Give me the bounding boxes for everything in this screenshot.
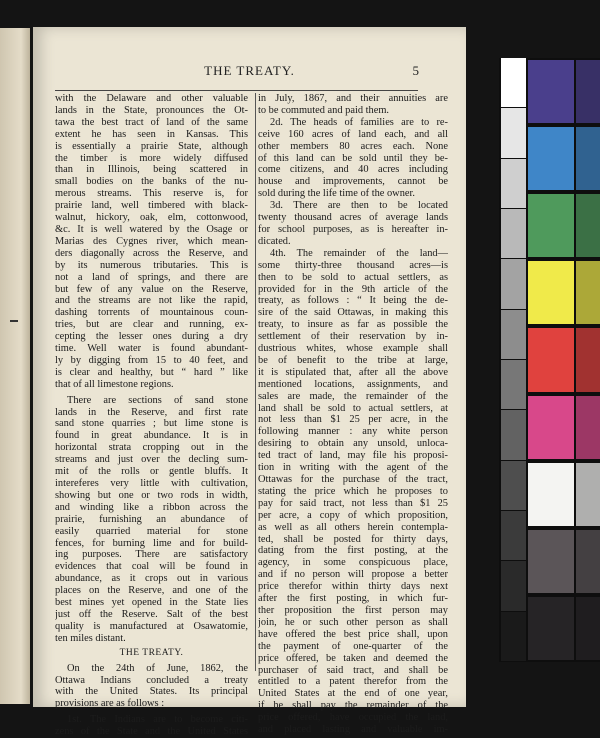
text-line: evidences that coal will be found in: [55, 561, 248, 573]
text-line: United States at the end of one year,: [258, 688, 448, 700]
text-line: twenty thousand acres of average lands: [258, 212, 448, 224]
text-line: prairie land, well timbered with black-: [55, 200, 248, 212]
color-patch: [528, 60, 574, 123]
text-line: ing purposes. There are satisfactory: [55, 549, 248, 561]
section-heading: THE TREATY.: [119, 647, 184, 658]
text-line: not less than $1 25 per acre, in the: [258, 414, 448, 426]
gray-step-patch: [501, 511, 526, 560]
text-line: lands in the State, pronounces the Ot-: [55, 104, 248, 116]
text-line: showing but one or two rods in width,: [55, 489, 248, 501]
text-line: lands in the Reserve, and first rate: [55, 406, 248, 418]
gray-step-patch: [501, 461, 526, 510]
text-line: sales are made, the remainder of the: [258, 390, 448, 402]
text-line: price therefor within thirty days next: [258, 581, 448, 593]
text-line: price offered, have occupied the land,: [258, 712, 448, 724]
text-line: Marias des Cygnes river, which mean-: [55, 235, 248, 247]
book-page: [33, 27, 466, 738]
text-line: ceive 160 acres of land each, and all: [258, 128, 448, 140]
text-line: with the Delaware and other valuable: [55, 93, 248, 104]
color-patch-tint: [576, 194, 600, 257]
text-line: There are sections of sand stone: [67, 394, 248, 406]
text-line: is essentially a prairie State, although: [55, 140, 248, 152]
text-line: ted tract of land, may file his proposi-: [258, 450, 448, 462]
text-line: dating from the first posting, at the: [258, 545, 448, 557]
text-line: ders diagonally across the Reserve, and: [55, 247, 248, 259]
text-line: treaty, as follows : “ It being the de-: [258, 295, 448, 307]
text-line: treaty, to insure as far as possible the: [258, 319, 448, 331]
text-line: and placed lasting and valuable im-: [258, 724, 448, 736]
text-line: found in great abundance. It is in: [55, 430, 248, 442]
color-patch-tint: [576, 530, 600, 593]
text-line: it is stipulated that, after all the above: [258, 366, 448, 378]
text-line: sand stone quarries ; but lime stone is: [55, 418, 248, 430]
text-line: to be commuted and paid them.: [258, 104, 390, 116]
text-line: dashing torrents of mountainous coun-: [55, 307, 248, 319]
color-patch: [528, 463, 574, 526]
text-line: cepting the lesser ones during a dry: [55, 331, 248, 343]
text-line: that of all limestone regions.: [55, 378, 174, 390]
text-line: come citizens, and 40 acres including: [258, 164, 448, 176]
text-line: but few of any value on the Reserve,: [55, 283, 248, 295]
text-line: and winding like a ribbon across the: [55, 501, 248, 513]
text-line: be of benefit to the tribe at large,: [258, 354, 448, 366]
text-line: 1st. The Indians are to become citi-: [67, 714, 248, 726]
text-line: mentioned locations, assignments, and: [258, 378, 448, 390]
text-line: purchaser of said tract, and shall be: [258, 664, 448, 676]
color-patch-tint: [576, 127, 600, 190]
text-line: places on the Reserve, and one of the: [55, 585, 248, 597]
text-line: tion in writing with the agent of the: [258, 462, 448, 474]
text-line: extent he has seen in Kansas. This: [55, 128, 248, 140]
color-patch-tint: [576, 396, 600, 459]
color-patch-tint: [576, 60, 600, 123]
color-patch: [528, 597, 574, 660]
text-line: dustrious whites, whose example shall: [258, 343, 448, 355]
text-line: 3d. There are then to be located: [270, 200, 448, 212]
text-line: after the first posting, in which fur-: [258, 593, 448, 605]
color-patch: [528, 127, 574, 190]
gray-step-patch: [501, 612, 526, 661]
text-line: then to be sold to actual settlers, as: [258, 271, 448, 283]
text-line: as well as all others herein contempla-: [258, 521, 448, 533]
text-line: per acre, a copy of which proposition,: [258, 509, 448, 521]
text-line: ten miles distant.: [55, 632, 126, 644]
text-line: small bodies on the banks of the nu-: [55, 176, 248, 188]
text-line: is clear and healthy, but “ hard ” like: [55, 366, 248, 378]
text-line: sold during the life time of the owner.: [258, 188, 415, 200]
text-line: following manner : any white person: [258, 426, 448, 438]
text-line: stating the price which he proposes to: [258, 485, 448, 497]
gray-step-patch: [501, 209, 526, 258]
text-line: horizontal strata cropping out in the: [55, 442, 248, 454]
text-line: intereferes very little with cultivation,: [55, 478, 248, 489]
text-line: merous streams. This reserve is, for: [55, 188, 248, 200]
text-line: tawa the best tract of land of the same: [55, 116, 248, 128]
text-line: if he shall pay the remainder of the: [258, 700, 448, 712]
text-line: the timber is more widely diffused: [55, 152, 248, 164]
text-line: ted, shall be posted for thirty days,: [258, 533, 448, 545]
text-line: for school purposes, as is hereafter in-: [258, 223, 448, 235]
text-line: prairie, furnishing an abundance of: [55, 513, 248, 525]
color-patch-tint: [576, 463, 600, 526]
color-patch: [528, 530, 574, 593]
text-line: mit of the rolls or gentle bluffs. It: [55, 466, 248, 478]
text-line: of this land can be sold until they be-: [258, 152, 448, 164]
text-line: Ottawa Indians concluded a treaty: [55, 674, 248, 686]
text-line: just off the Reserve. Salt of the best: [55, 608, 248, 620]
gray-step-patch: [501, 159, 526, 208]
text-line: quality is manufactured at Osawatomie,: [55, 620, 248, 632]
text-line: entitled to a patent therefor from the: [258, 676, 448, 688]
color-patch: [528, 261, 574, 324]
color-patch-tint: [576, 328, 600, 391]
text-line: not a land of springs, and there are: [55, 271, 248, 283]
text-line: abundance, as it crops out in various: [55, 573, 248, 585]
text-line: provided for in the 9th article of the: [258, 283, 448, 295]
text-line: sire of the said Ottawas, in making this: [258, 307, 448, 319]
text-line: in July, 1867, and their annuities are: [258, 93, 448, 104]
text-line: the payment of one-quarter of the: [258, 640, 448, 652]
gray-step-patch: [501, 360, 526, 409]
text-line: On the 24th of June, 1862, the: [67, 662, 248, 674]
text-line: than in Illinois, being scattered in: [55, 164, 248, 176]
running-title: THE TREATY.: [204, 63, 295, 78]
right-text-column: [258, 93, 448, 736]
text-line: walnut, hickory, oak, elm, cottonwood,: [55, 212, 248, 224]
text-line: 2d. The heads of families are to re-: [270, 116, 448, 128]
text-line: agency, in some conspicuous place,: [258, 557, 448, 569]
left-text-column: [55, 93, 248, 738]
gray-step-patch: [501, 310, 526, 359]
color-patch: [528, 396, 574, 459]
text-line: &c. It is well watered by the Osage or: [55, 223, 248, 235]
text-line: and if no person will propose a better: [258, 569, 448, 581]
text-line: settlement of their reservation by in-: [258, 331, 448, 343]
header-rule: [55, 90, 418, 91]
text-line: join, he or such other person as shall: [258, 616, 448, 628]
text-line: streams and just over the decling sum-: [55, 454, 248, 466]
color-patch-tint: [576, 597, 600, 660]
text-line: 4th. The remainder of the land—: [270, 247, 448, 259]
text-line: with the United States. Its principal: [55, 686, 248, 698]
text-line: best mines yet opened in the State lies: [55, 597, 248, 609]
text-line: provisions are as follows :: [55, 698, 165, 710]
gray-step-patch: [501, 108, 526, 157]
text-line: dicated.: [258, 235, 291, 247]
text-line: pay for said tract, not less than $1 25: [258, 497, 448, 509]
running-head: [33, 63, 466, 83]
text-line: ly by digging from 15 to 40 feet, and: [55, 354, 248, 366]
text-line: land shall be sold to actual settlers, at: [258, 402, 448, 414]
gray-step-patch: [501, 259, 526, 308]
page-number: 5: [412, 63, 419, 78]
column-divider: [255, 93, 256, 671]
text-line: some thirty-three thousand acres—is: [258, 259, 448, 271]
color-patch: [528, 328, 574, 391]
previous-page-edge: [0, 28, 30, 704]
text-line: time. Well water is found abundant-: [55, 343, 248, 355]
text-line: have offered the best price shall, upon: [258, 628, 448, 640]
text-line: Ottawas for the purchase of the tract,: [258, 474, 448, 485]
gray-step-patch: [501, 561, 526, 610]
text-line: fences, for burning lime and for build-: [55, 537, 248, 549]
text-line: zens of the State and the United States: [55, 726, 248, 738]
text-line: desiring to obtain any unsold, unloca-: [258, 438, 448, 450]
gray-step-patch: [501, 58, 526, 107]
gray-step-patch: [501, 410, 526, 459]
text-line: and the streams are not like the rapid,: [55, 295, 248, 307]
text-line: tries, but are clear and running, ex-: [55, 319, 248, 331]
text-line: easily quarried material for stone: [55, 525, 248, 537]
color-patch: [528, 194, 574, 257]
text-line: other members 80 acres each. None: [258, 140, 448, 152]
text-line: ther proposition the first person may: [258, 604, 448, 616]
text-line: by its numerous tributaries. This is: [55, 259, 248, 271]
color-patch-tint: [576, 261, 600, 324]
text-line: price offered, be taken and deemed the: [258, 652, 448, 664]
color-calibration-target: [499, 58, 600, 662]
text-line: house and improvements, cannot be: [258, 176, 448, 188]
page-mark: [10, 320, 18, 322]
